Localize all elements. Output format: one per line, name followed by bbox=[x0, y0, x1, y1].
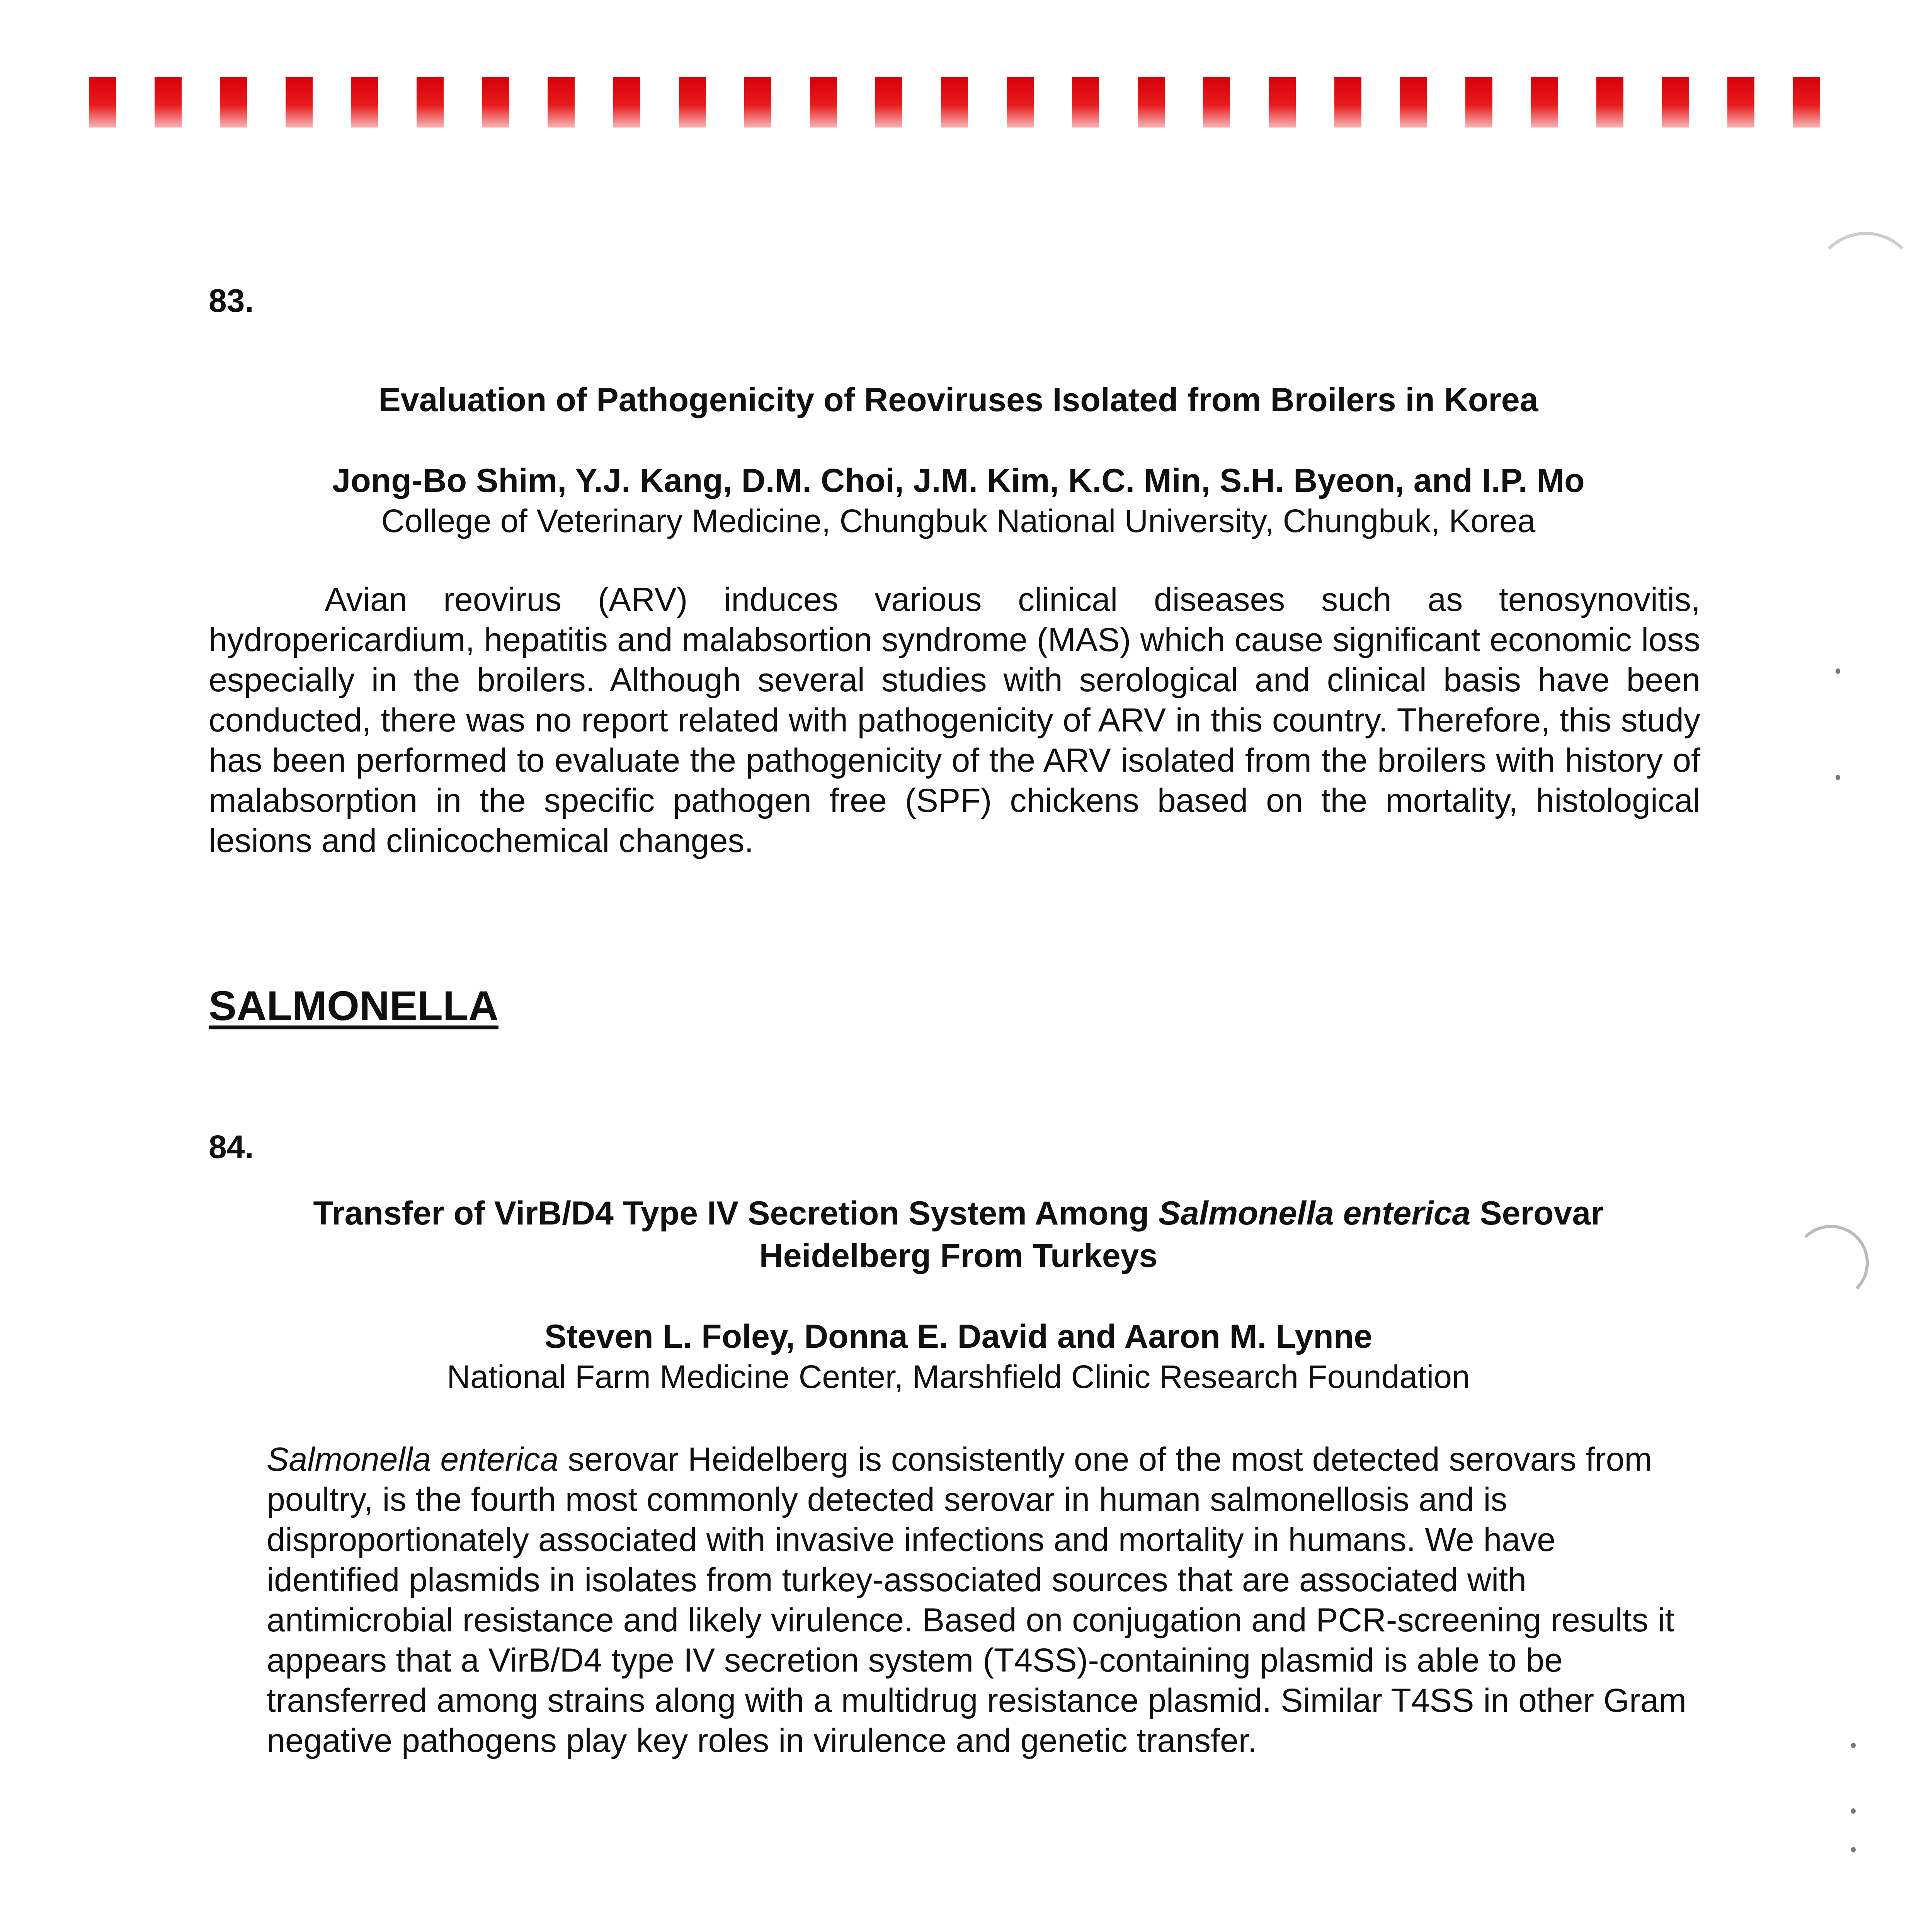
header-dash bbox=[1072, 77, 1099, 128]
abstract-83-number: 83. bbox=[209, 282, 254, 319]
header-dash bbox=[1138, 77, 1165, 128]
header-dash bbox=[1007, 77, 1034, 128]
abstract-84-title-line2: Heidelberg From Turkeys bbox=[759, 1237, 1158, 1274]
abstract-84-body bbox=[267, 1439, 1696, 1761]
abstract-84-body-text: serovar Heidelberg is consistently one of the most detected serovars from poultry, is the fourth most commonly detected serovar in human salmonellosis and is disproportionately associated with invasive infections and mortality in humans. We have identified plasmids in isolates from turkey-associated sources that are associated with antimicrobial resistance and likely virulence. Based on conjugation and PCR-screening results it appears that a VirB/D4 type IV secretion system (T4SS)-containing plasmid is able to be transferred among strains along with a multidrug resistance plasmid. Similar T4SS in other Gram negative pathogens play key roles in virulence and genetic transfer. bbox=[267, 1441, 1687, 1759]
abstract-84-number: 84. bbox=[209, 1129, 254, 1165]
header-dash bbox=[1531, 77, 1558, 128]
abstract-83-body: Avian reovirus (ARV) induces various clinical diseases such as tenosynovitis, hydropericardium, hepatitis and malabsortion syndrome (MAS) which cause significant economic loss especially in the broilers. Although several studies with serological and clinical basis have been conducted, there was no report related with pathogenicity of ARV in this country. Therefore, this study has been performed to evaluate the pathogenicity of the ARV isolated from the broilers with history of malabsorption in the specific pathogen free (SPF) chickens based on the mortality, histological lesions and clinicochemical changes. bbox=[209, 581, 1700, 859]
abstract-84-title-prefix: Transfer of VirB/D4 Type IV Secretion System Among bbox=[313, 1195, 1159, 1232]
header-dash bbox=[351, 77, 378, 128]
abstract-84-affiliation: National Farm Medicine Center, Marshfield Clinic Research Foundation bbox=[447, 1359, 1470, 1395]
binder-hole-mark-middle bbox=[1793, 1225, 1869, 1301]
header-dash bbox=[417, 77, 444, 128]
header-dash bbox=[1400, 77, 1427, 128]
section-heading-salmonella: SALMONELLA bbox=[209, 982, 499, 1029]
header-dash bbox=[155, 77, 182, 128]
header-dash bbox=[1596, 77, 1623, 128]
abstract-84-authors: Steven L. Foley, Donna E. David and Aaron M. Lynne bbox=[544, 1318, 1373, 1355]
header-dash bbox=[286, 77, 313, 128]
header-dash bbox=[89, 77, 116, 128]
header-dash bbox=[941, 77, 968, 128]
scan-speck bbox=[1851, 1743, 1856, 1748]
header-dash bbox=[548, 77, 575, 128]
scan-speck bbox=[1851, 1808, 1856, 1814]
header-dash bbox=[1269, 77, 1296, 128]
abstract-83-affiliation: College of Veterinary Medicine, Chungbuk National University, Chungbuk, Korea bbox=[381, 503, 1536, 539]
abstract-83-authors: Jong-Bo Shim, Y.J. Kang, D.M. Choi, J.M. Kim, K.C. Min, S.H. Byeon, and I.P. Mo bbox=[332, 462, 1585, 499]
header-dash bbox=[744, 77, 771, 128]
header-dash bbox=[679, 77, 706, 128]
header-dash bbox=[875, 77, 902, 128]
scan-speck bbox=[1836, 775, 1840, 780]
abstract-84-body-italic: Salmonella enterica bbox=[267, 1441, 559, 1478]
abstract-84-title bbox=[209, 1192, 1708, 1277]
header-dash bbox=[220, 77, 247, 128]
scan-speck bbox=[1836, 668, 1840, 674]
scan-speck bbox=[1851, 1847, 1856, 1852]
header-dash bbox=[1465, 77, 1492, 128]
abstract-83-title: Evaluation of Pathogenicity of Reoviruses Isolated from Broilers in Korea bbox=[378, 381, 1538, 418]
header-dash-strip bbox=[89, 77, 1820, 128]
header-dash bbox=[1203, 77, 1230, 128]
header-dash bbox=[1727, 77, 1754, 128]
header-dash bbox=[482, 77, 509, 128]
header-dash bbox=[1793, 77, 1820, 128]
header-dash bbox=[810, 77, 837, 128]
header-dash bbox=[613, 77, 640, 128]
abstract-84-title-italic: Salmonella enterica bbox=[1158, 1195, 1471, 1232]
header-dash bbox=[1662, 77, 1689, 128]
binder-hole-mark-top bbox=[1812, 232, 1919, 338]
header-dash bbox=[1334, 77, 1361, 128]
abstract-84-title-suffix: Serovar bbox=[1470, 1195, 1604, 1232]
